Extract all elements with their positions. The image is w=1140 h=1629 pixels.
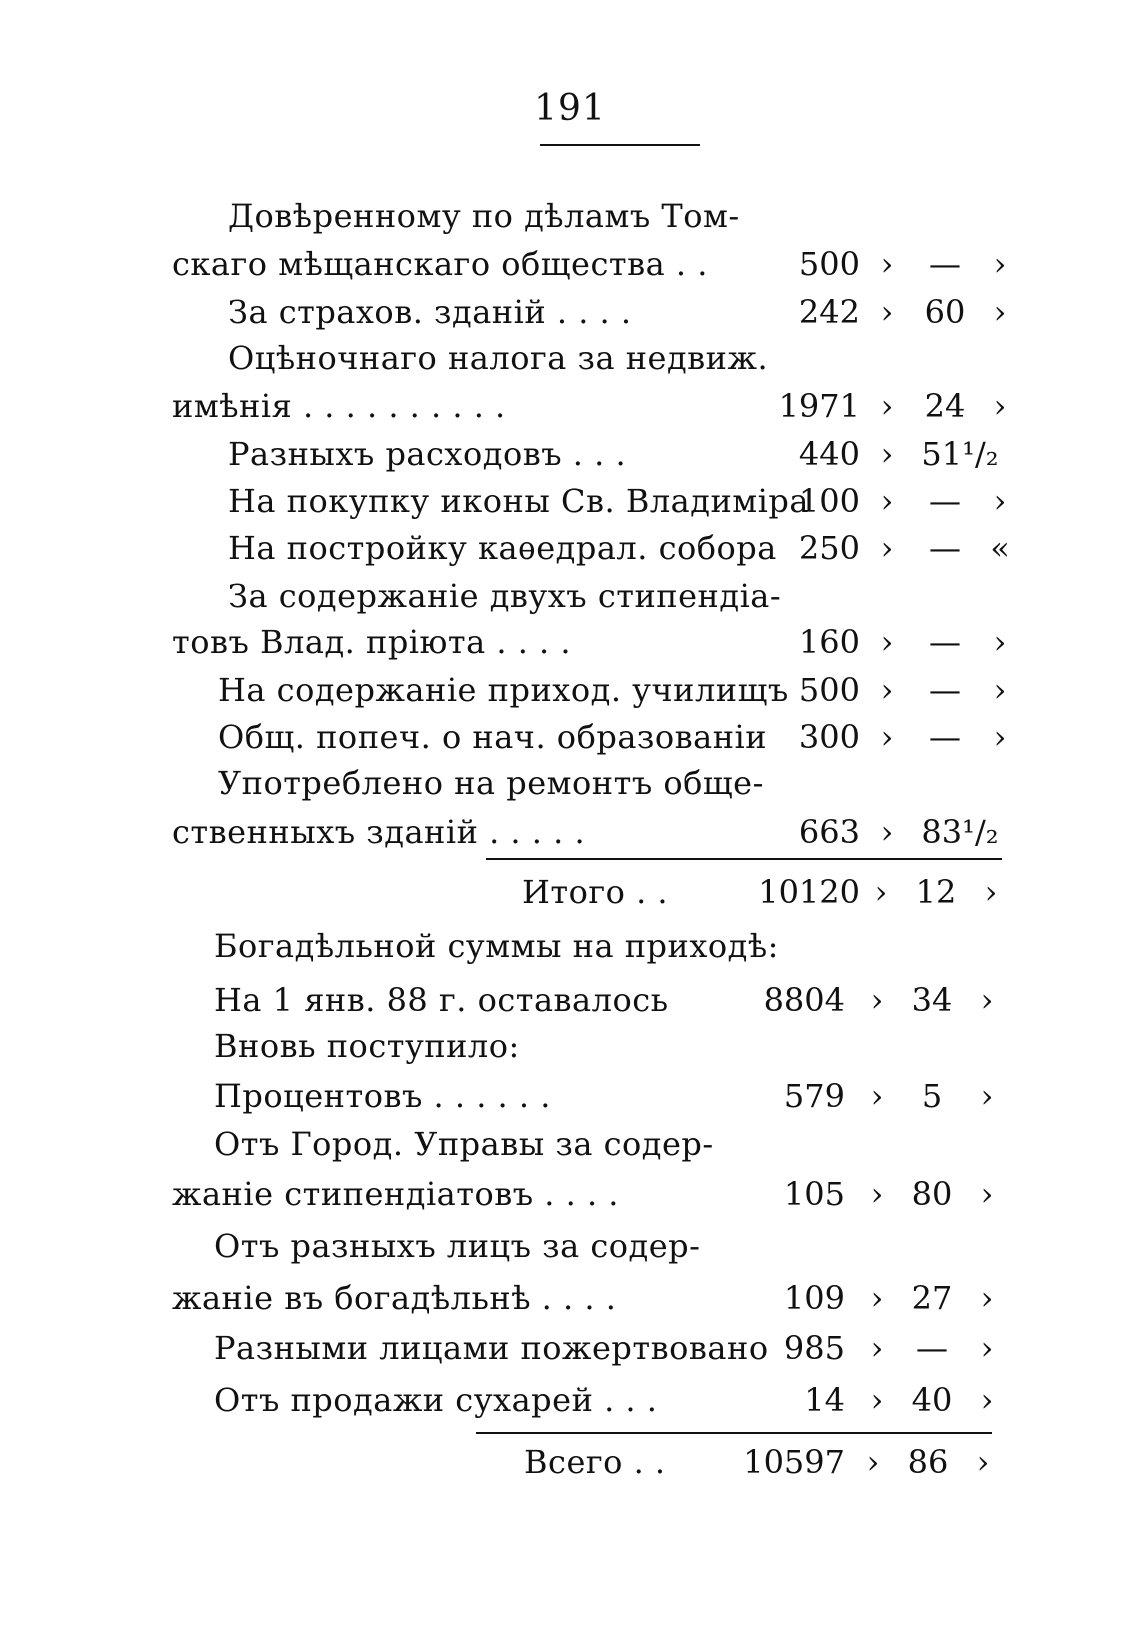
kopecks-value: — <box>929 245 961 283</box>
entry-text: ственныхъ зданій . . . . . <box>172 813 586 851</box>
rubles-value: 579 <box>783 1077 845 1115</box>
ditto-mark: › <box>874 873 888 911</box>
entry-line <box>0 244 1140 284</box>
ditto-mark: › <box>993 718 1007 756</box>
ditto-mark: › <box>870 981 884 1019</box>
entry-line <box>0 386 1140 426</box>
kopecks-value: 60 <box>924 293 966 331</box>
kopecks-value: 5 <box>921 1077 943 1115</box>
section-heading <box>0 926 1140 966</box>
entry-line <box>0 980 1140 1020</box>
rubles-value: 663 <box>798 813 860 851</box>
rubles-value: 105 <box>783 1175 845 1213</box>
kopecks-value: — <box>929 482 961 520</box>
entry-line <box>0 481 1140 521</box>
entry-line <box>0 576 1140 616</box>
entry-text: Общ. попеч. о нач. образованіи <box>218 718 768 756</box>
entry-line <box>0 812 1140 852</box>
entry-text: товъ Влад. пріюта . . . . <box>172 623 572 661</box>
entry-text: Довѣренному по дѣламъ Том- <box>228 197 740 235</box>
rubles-value: 300 <box>798 718 860 756</box>
rubles-value: 1971 <box>778 387 860 425</box>
ditto-mark: › <box>870 1175 884 1213</box>
entry-line <box>0 1278 1140 1318</box>
entry-line <box>0 196 1140 236</box>
entry-text: За страхов. зданій . . . . <box>228 293 632 331</box>
entry-line <box>0 1174 1140 1214</box>
total-kopecks: 12 <box>915 873 957 911</box>
kopecks-value: 40 <box>911 1381 953 1419</box>
kopecks-value: 24 <box>924 387 966 425</box>
ditto-mark: › <box>880 435 894 473</box>
sum-rule <box>486 858 1002 860</box>
ditto-mark: › <box>870 1279 884 1317</box>
kopecks-value: 51¹/₂ <box>921 435 999 473</box>
sum-rule <box>476 1432 992 1434</box>
entry-line <box>0 528 1140 568</box>
kopecks-value: — <box>929 529 961 567</box>
entry-text: На 1 янв. 88 г. оставалось <box>214 981 669 1019</box>
ditto-mark: › <box>993 623 1007 661</box>
rubles-value: 160 <box>798 623 860 661</box>
section-heading-text: Богадѣльной суммы на приходѣ: <box>214 927 779 965</box>
total-rubles: 10597 <box>743 1443 845 1481</box>
ditto-mark: › <box>870 1381 884 1419</box>
entry-line <box>0 1124 1140 1164</box>
entry-text: На покупку иконы Св. Владиміра <box>228 482 809 520</box>
entry-line <box>0 622 1140 662</box>
rubles-value: 8804 <box>763 981 845 1019</box>
kopecks-value: 27 <box>911 1279 953 1317</box>
ditto-mark: › <box>980 981 994 1019</box>
rubles-value: 500 <box>798 245 860 283</box>
rubles-value: 109 <box>783 1279 845 1317</box>
total-label: Всего . . <box>524 1443 666 1481</box>
total-label: Итого . . <box>522 873 669 911</box>
ditto-mark: › <box>980 1381 994 1419</box>
entry-line <box>0 292 1140 332</box>
entry-line <box>0 717 1140 757</box>
entry-line <box>0 1328 1140 1368</box>
ditto-mark: › <box>866 1443 880 1481</box>
ditto-mark: › <box>880 529 894 567</box>
total-line <box>0 872 1140 912</box>
rubles-value: 100 <box>798 482 860 520</box>
kopecks-value: 34 <box>911 981 953 1019</box>
ditto-mark: › <box>993 482 1007 520</box>
entry-text: На постройку каѳедрал. собора <box>228 529 777 567</box>
entry-line <box>0 670 1140 710</box>
entry-text: Отъ продажи сухарей . . . <box>214 1381 658 1419</box>
entry-text: Оцѣночнаго налога за недвиж. <box>228 339 769 377</box>
entry-line <box>0 1226 1140 1266</box>
ditto-mark: › <box>880 293 894 331</box>
ditto-mark: › <box>980 1077 994 1115</box>
ditto-mark: › <box>880 245 894 283</box>
total-kopecks: 86 <box>907 1443 949 1481</box>
rubles-value: 440 <box>798 435 860 473</box>
ditto-mark: › <box>870 1077 884 1115</box>
entry-text: скаго мѣщанскаго общества . . <box>172 245 708 283</box>
ditto-mark: › <box>870 1329 884 1367</box>
kopecks-value: — <box>929 623 961 661</box>
entry-line <box>0 1380 1140 1420</box>
rubles-value: 500 <box>798 671 860 709</box>
total-rubles: 10120 <box>758 873 860 911</box>
entry-line <box>0 763 1140 803</box>
entry-line <box>0 434 1140 474</box>
ditto-mark: › <box>880 813 894 851</box>
ditto-mark: › <box>880 671 894 709</box>
entry-text: Отъ разныхъ лицъ за содер- <box>214 1227 701 1265</box>
rubles-value: 14 <box>804 1381 845 1419</box>
ditto-mark: › <box>993 671 1007 709</box>
entry-line <box>0 1026 1140 1066</box>
entry-text: имѣнія . . . . . . . . . . <box>172 387 506 425</box>
entry-text: Разныхъ расходовъ . . . <box>228 435 627 473</box>
entry-text: жаніе въ богадѣльнѣ . . . . <box>172 1279 617 1317</box>
entry-text: Вновь поступило: <box>214 1027 520 1065</box>
ditto-mark: › <box>880 387 894 425</box>
entry-text: За содержаніе двухъ стипендіа- <box>228 577 782 615</box>
ditto-mark: › <box>880 718 894 756</box>
ditto-mark: › <box>980 1329 994 1367</box>
entry-line <box>0 338 1140 378</box>
kopecks-value: 83¹/₂ <box>921 813 999 851</box>
ditto-mark: › <box>993 293 1007 331</box>
kopecks-value: — <box>929 671 961 709</box>
rubles-value: 242 <box>798 293 860 331</box>
rubles-value: 985 <box>783 1329 845 1367</box>
ditto-mark: › <box>984 873 998 911</box>
ditto-mark: › <box>980 1175 994 1213</box>
entry-text: жаніе стипендіатовъ . . . . <box>172 1175 619 1213</box>
entry-text: На содержаніе приход. училищъ <box>218 671 789 709</box>
page-number: 191 <box>534 88 606 129</box>
entry-line <box>0 1076 1140 1116</box>
total-line <box>0 1442 1140 1482</box>
ditto-mark: › <box>880 623 894 661</box>
ditto-mark: › <box>880 482 894 520</box>
ditto-mark: « <box>990 529 1010 567</box>
entry-text: Процентовъ . . . . . . <box>214 1077 551 1115</box>
entry-text: Употреблено на ремонтъ обще- <box>218 764 764 802</box>
rubles-value: 250 <box>798 529 860 567</box>
ditto-mark: › <box>993 245 1007 283</box>
kopecks-value: — <box>916 1329 948 1367</box>
kopecks-value: — <box>929 718 961 756</box>
ditto-mark: › <box>976 1443 990 1481</box>
ditto-mark: › <box>993 387 1007 425</box>
kopecks-value: 80 <box>911 1175 953 1213</box>
entry-text: Отъ Город. Управы за содер- <box>214 1125 714 1163</box>
entry-text: Разными лицами пожертвовано <box>214 1329 769 1367</box>
ditto-mark: › <box>980 1279 994 1317</box>
